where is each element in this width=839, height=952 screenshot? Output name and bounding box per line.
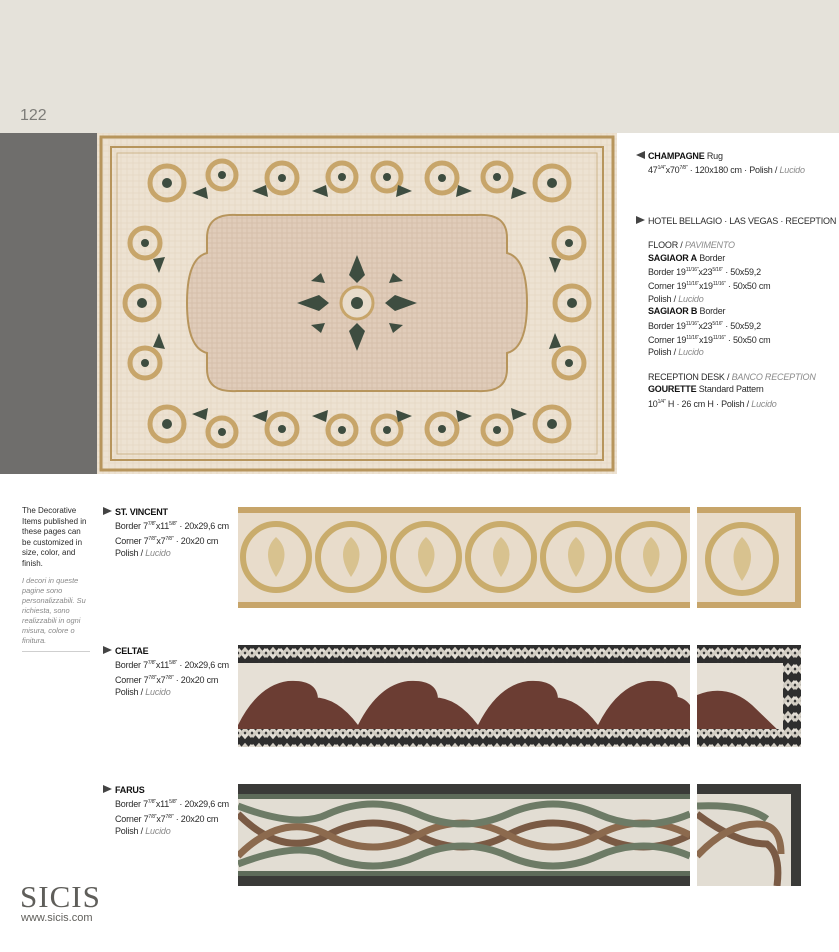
rug-title-row: CHAMPAGNE Rug: [636, 150, 836, 162]
sagiaor-b-corner: Corner $19^{11/16"}x19^{11/16"} \cdot 50x50$ cm: [648, 335, 771, 346]
sagiaor-a-border: Border $19^{11/16"}x23^{5/16"} \cdot 50x59,2$: [648, 267, 761, 278]
celtae-border-image: [238, 645, 690, 747]
sagiaor-b-finish: Polish / Lucido: [648, 347, 704, 358]
arrow-right-icon: [636, 216, 645, 224]
rug-spec: $47^{1/4"}x70^{7/8"} \cdot 120x180$ cm · Polish / Lucido: [648, 165, 805, 176]
gourette-title: GOURETTE Standard Pattern: [648, 384, 764, 395]
celtae-corner-mosaic: [697, 645, 801, 747]
customization-note-it: I decori in queste pagine sono personalizzabili. Su richiesta, sono realizzabili in ogni misura, colore o finitura.: [22, 576, 86, 645]
product-corner-size: Corner $7^{7/8"}x7^{7/8"} \cdot 20x20$ cm: [115, 813, 219, 824]
reception-desk-label: RECEPTION DESK / BANCO RECEPTION: [648, 371, 816, 382]
side-grey-block: [0, 133, 97, 474]
sagiaor-b-border: Border $19^{11/16"}x23^{5/16"} \cdot 50x59,2$: [648, 320, 761, 331]
rug-mosaic-illustration: [97, 133, 617, 474]
product-title: FARUS: [103, 784, 243, 796]
arrow-right-icon: [103, 646, 112, 654]
gourette-dimensions: $10^{1/4"}$ H · 26 cm H · Polish / Lucido: [648, 398, 777, 409]
arrow-right-icon: [103, 785, 112, 793]
farus-corner-image: [697, 784, 801, 886]
product-corner-size: Corner $7^{7/8"}x7^{7/8"} \cdot 20x20$ cm: [115, 674, 219, 685]
page-number: 122: [20, 107, 47, 124]
sagiaor-a-finish: Polish / Lucido: [648, 293, 704, 304]
top-band: [0, 0, 839, 133]
sagiaor-a-title: SAGIAOR A Border: [648, 252, 726, 263]
product-st-vincent: [103, 506, 243, 560]
st-vincent-corner-image: [697, 507, 801, 608]
st-vincent-border-image: [238, 507, 690, 608]
sicis-logo: SICIS: [20, 879, 101, 914]
rug-info-panel: [636, 150, 836, 410]
product-title: ST. VINCENT: [103, 506, 243, 518]
sagiaor-a-corner: Corner $19^{11/16"}x19^{11/16"} \cdot 50x50$ cm: [648, 281, 771, 292]
farus-border-mosaic: [238, 784, 690, 886]
champagne-rug-image: [97, 133, 617, 474]
product-corner-size: Corner $7^{7/8"}x7^{7/8"} \cdot 20x20$ cm: [115, 535, 219, 546]
celtae-border-mosaic: [238, 645, 690, 747]
project-heading: HOTEL BELLAGIO · LAS VEGAS · RECEPTION: [636, 215, 836, 227]
product-finish: Polish / Lucido: [115, 548, 171, 559]
product-finish: Polish / Lucido: [115, 826, 171, 837]
celtae-corner-image: [697, 645, 801, 747]
arrow-right-icon: [103, 507, 112, 515]
farus-corner-mosaic: [697, 784, 801, 886]
note-divider: [22, 651, 90, 652]
customization-note-en: The Decorative Items published in these pages can be customized in size, color, and finish.: [22, 506, 87, 568]
farus-border-image: [238, 784, 690, 886]
product-border-size: Border $7^{7/8"}x11^{5/8"} \cdot 20x29,6$ cm: [115, 799, 229, 810]
product-border-size: Border $7^{7/8"}x11^{5/8"} \cdot 20x29,6$ cm: [115, 521, 229, 532]
product-border-size: Border $7^{7/8"}x11^{5/8"} \cdot 20x29,6$ cm: [115, 660, 229, 671]
st-vincent-border-mosaic: [238, 507, 690, 608]
sagiaor-b-title: SAGIAOR B Border: [648, 306, 726, 317]
st-vincent-corner-mosaic: [697, 507, 801, 608]
website-link[interactable]: www.sicis.com: [21, 912, 93, 924]
product-farus: [103, 784, 243, 838]
product-finish: Polish / Lucido: [115, 687, 171, 698]
arrow-left-icon: [636, 151, 645, 159]
floor-label: FLOOR / PAVIMENTO: [648, 240, 735, 251]
product-title: CELTAE: [103, 645, 243, 657]
product-celtae: [103, 645, 243, 699]
